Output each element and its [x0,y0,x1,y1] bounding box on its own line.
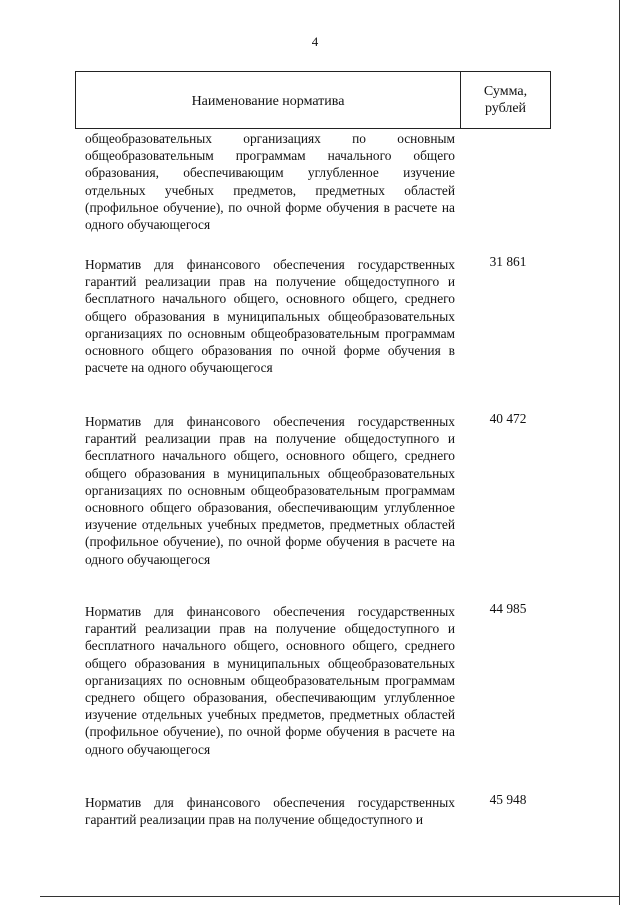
entry-2-text: Норматив для финансового обеспечения государственных гарантий реализации прав на получение общедоступного и бесплатного начального общего, основного общего, среднего общего образования в муниципальных общеобразовательных организациях по основным общеобразовательным программам основного общего образования по очной форме обучения в расчете на одного обучающегося [85,257,455,376]
header-sum-label: Сумма, [483,84,528,99]
header-name-column: Наименование норматива [76,72,461,128]
page-number: 4 [311,34,319,49]
bottom-border-line [40,896,620,897]
entry-1-text: общеобразовательных организациях по основным общеобразовательным программам начального общего образования, обеспечивающим углубленное изучение отдельных учебных предметов, предметных областей (профильное обучение), по очной форме обучения в расчете на одного обучающегося [85,131,455,233]
header-currency-label: рублей [484,101,527,116]
table-header [75,71,551,129]
entry-5-amount: 45 948 [489,792,527,807]
entry-2-amount: 31 861 [489,254,527,269]
entry-3-text: Норматив для финансового обеспечения государственных гарантий реализации прав на получение общедоступного и бесплатного начального общего, основного общего, среднего общего образования в муниципальных общеобразовательных организациях по основным общеобразовательным программам основного общего образования, обеспечивающим углубленное изучение отдельных учебных предметов, предметных областей (профильное обучение), по очной форме обучения в расчете на одного обучающегося [85,414,455,567]
right-border-line [619,0,620,905]
entry-4-text: Норматив для финансового обеспечения государственных гарантий реализации прав на получение общедоступного и бесплатного начального общего, основного общего, среднего общего образования в муниципальных общеобразовательных организациях по основным общеобразовательным программам среднего общего образования, обеспечивающим углубленное изучение отдельных учебных предметов, предметных областей (профильное обучение), по очной форме обучения в расчете на одного обучающегося [85,604,455,757]
entry-4-amount: 44 985 [489,601,527,616]
entry-3-amount: 40 472 [489,411,527,426]
header-sum-column [461,72,550,128]
entry-5-text: Норматив для финансового обеспечения государственных гарантий реализации прав на получение общедоступного и [85,795,455,828]
